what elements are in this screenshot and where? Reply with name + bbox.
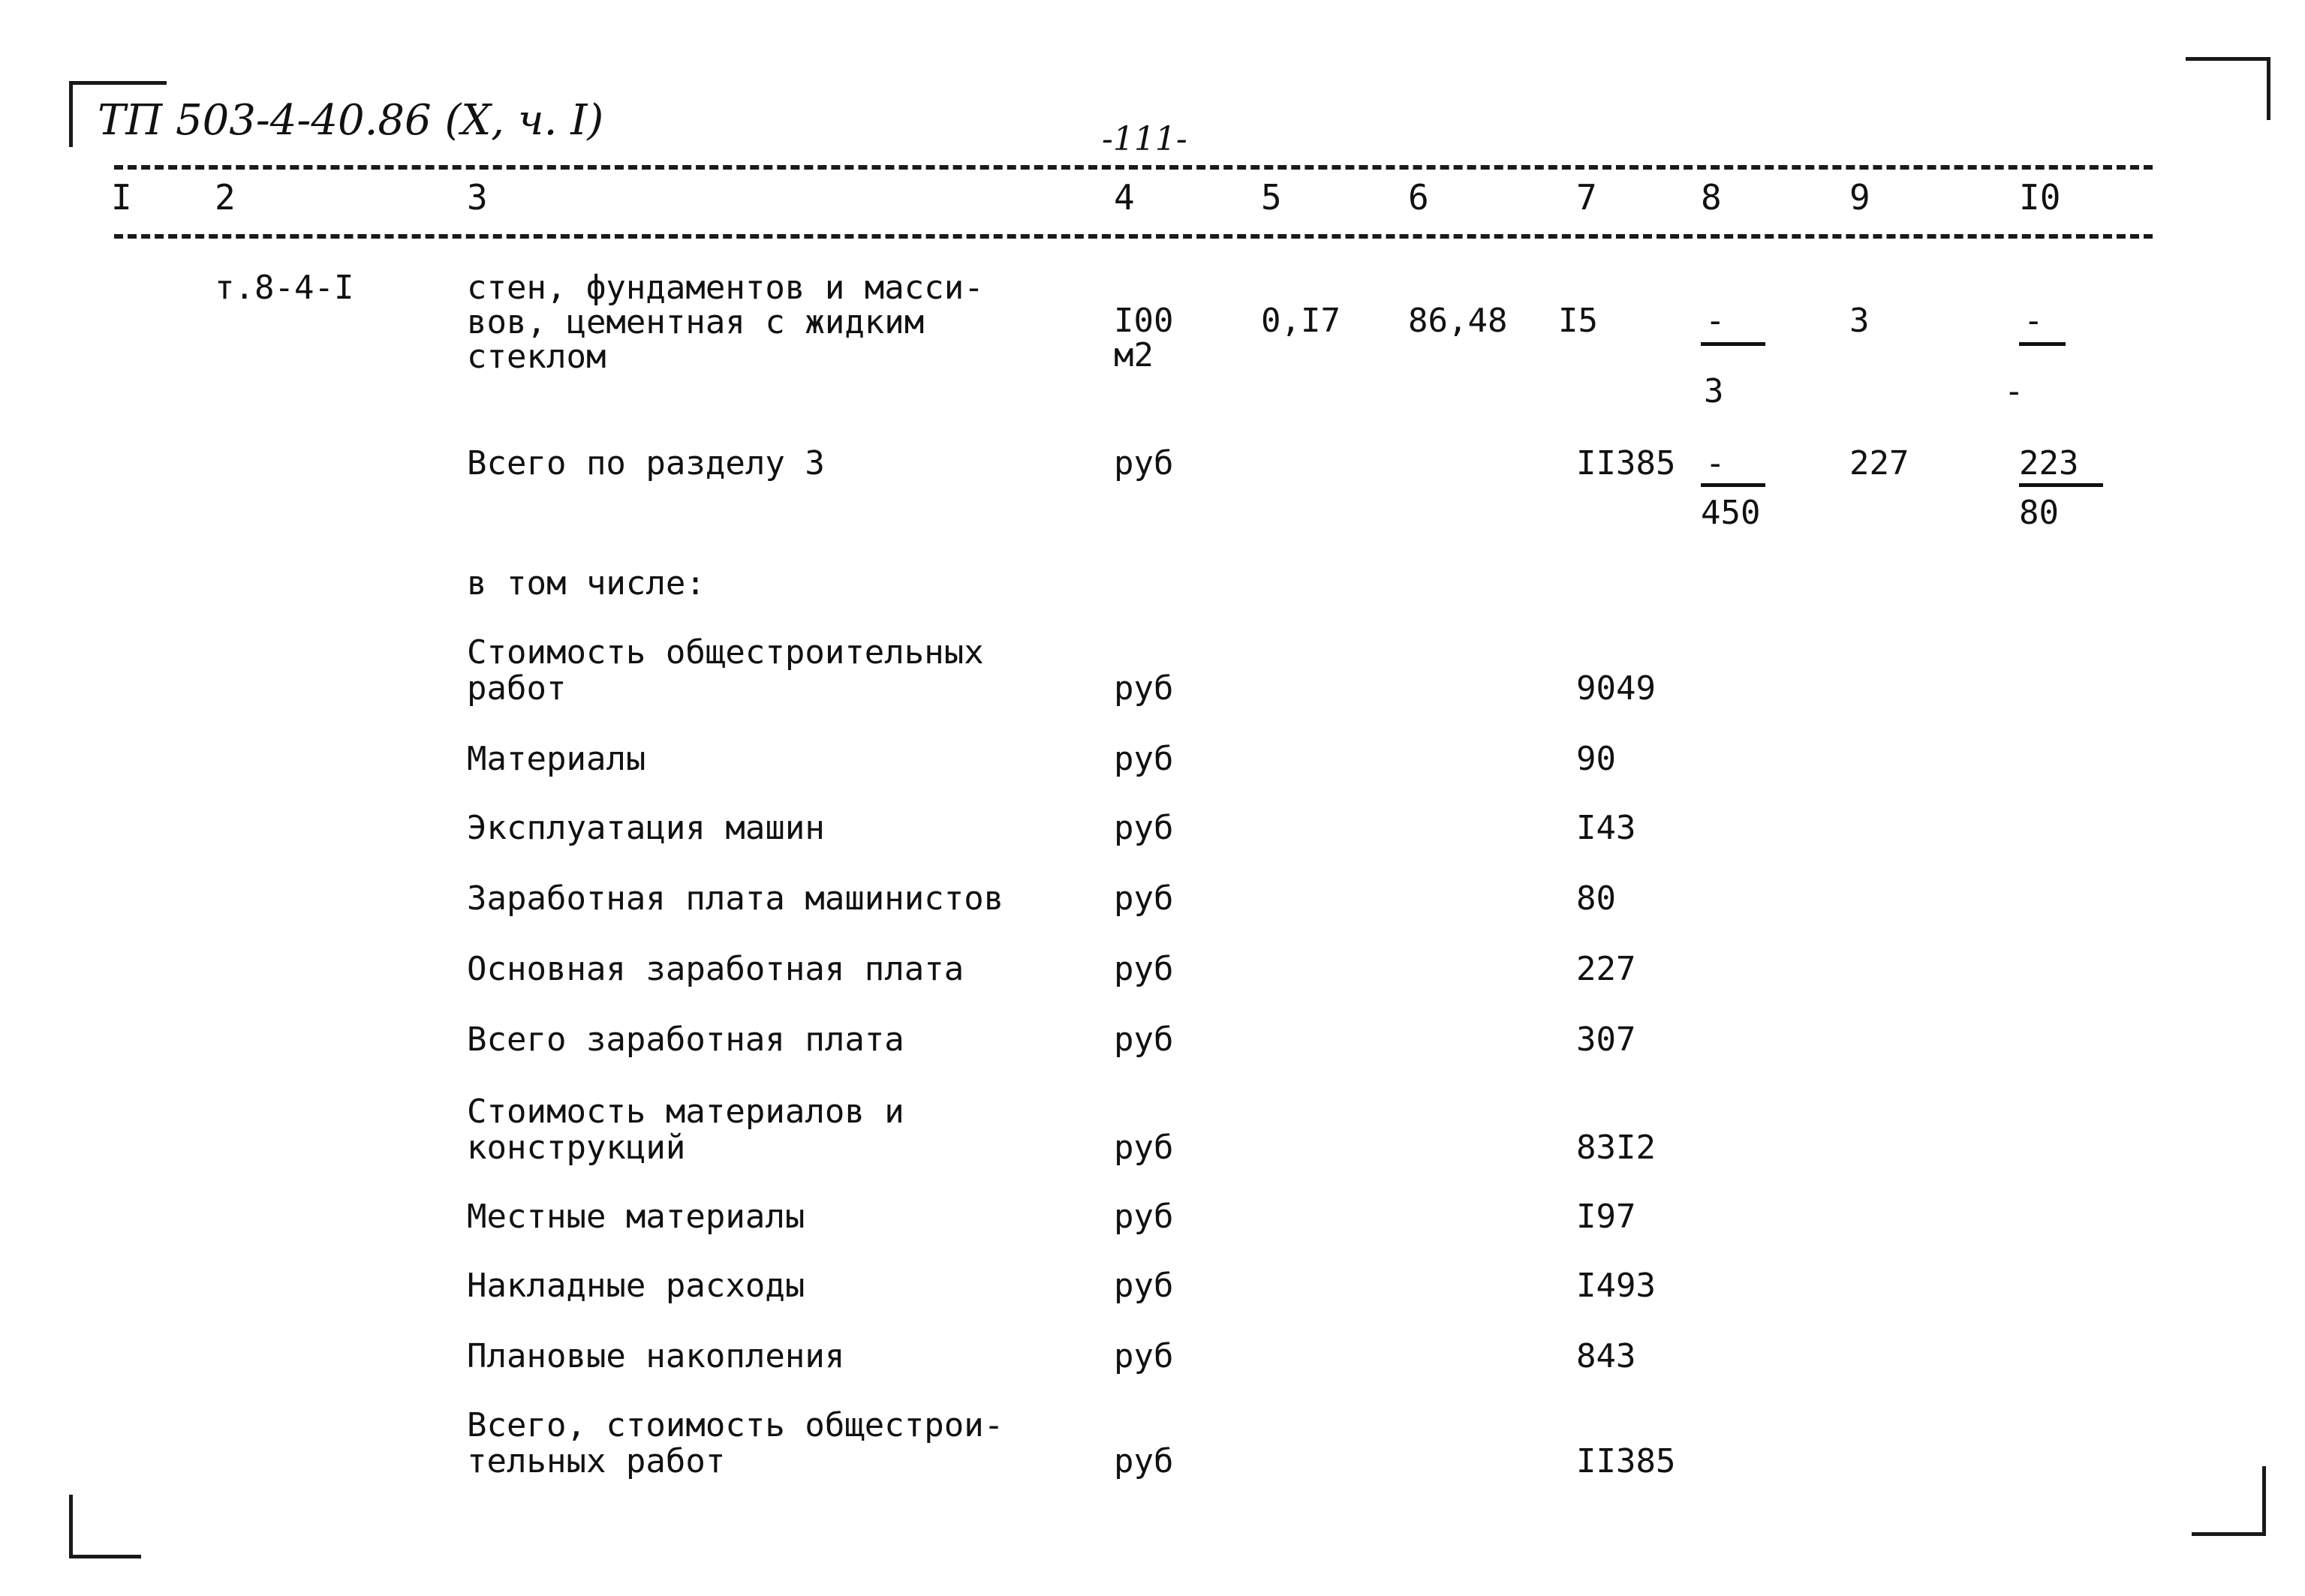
breakdown-label-line-2: работ (467, 669, 567, 708)
col-header-5: 5 (1261, 177, 1282, 218)
breakdown-unit: руб (1114, 1129, 1174, 1167)
breakdown-unit: руб (1114, 740, 1174, 778)
row-col10-bottom: - (2004, 372, 2024, 410)
including-label: в том числе: (467, 564, 706, 603)
corner-mark-bottom-left-h (69, 1555, 141, 1558)
page-number: -111- (1102, 120, 1187, 158)
row-col8-fraction-line (1701, 342, 1765, 346)
section-total-col8-fraction-line (1701, 483, 1765, 487)
breakdown-value: 227 (1576, 950, 1636, 988)
col-header-7: 7 (1576, 177, 1597, 218)
breakdown-value: 80 (1576, 879, 1616, 918)
row-unit-line-2: м2 (1114, 336, 1154, 374)
breakdown-value: 83I2 (1576, 1129, 1656, 1167)
breakdown-label-line-1: Стоимость материалов и (467, 1093, 904, 1131)
header-rule-bottom (114, 234, 2153, 239)
section-total-col8-top: - (1705, 444, 1726, 482)
breakdown-value: 307 (1576, 1020, 1636, 1059)
corner-mark-bottom-right-h (2192, 1532, 2266, 1536)
breakdown-label-line-1: Материалы (467, 740, 646, 778)
row-price: 86,48 (1408, 302, 1508, 340)
col-header-2: 2 (215, 177, 236, 218)
row-quantity: 0,I7 (1261, 302, 1341, 340)
row-col8-top: - (1705, 302, 1726, 340)
breakdown-unit: руб (1114, 1198, 1174, 1236)
breakdown-label-line-1: Местные материалы (467, 1198, 805, 1236)
row-description-line-2: вов, цементная с жидким (467, 303, 925, 341)
row-description-line-1: стен, фундаментов и масси- (467, 269, 984, 307)
col-header-9: 9 (1849, 177, 1870, 218)
corner-mark-top-right-h (2186, 57, 2270, 61)
row-code: т.8-4-I (215, 269, 354, 307)
breakdown-unit: руб (1114, 879, 1174, 918)
section-total-col8-bottom: 450 (1701, 494, 1761, 532)
breakdown-unit: руб (1114, 809, 1174, 847)
breakdown-value: 9049 (1576, 669, 1656, 708)
row-total: I5 (1558, 302, 1598, 340)
section-total-col10-top: 223 (2019, 444, 2079, 482)
breakdown-label-line-1: Эксплуатация машин (467, 809, 825, 847)
row-unit-line-1: I00 (1114, 302, 1174, 340)
breakdown-label-line-1: Плановые накопления (467, 1337, 845, 1375)
breakdown-label-line-1: Всего, стоимость общестрои- (467, 1406, 1004, 1444)
breakdown-unit: руб (1114, 950, 1174, 988)
breakdown-unit: руб (1114, 1442, 1174, 1480)
row-description-line-3: стеклом (467, 338, 606, 376)
section-total-col9: 227 (1849, 444, 1909, 482)
row-col10-fraction-line (2019, 342, 2066, 346)
breakdown-label-line-1: Стоимость общестроительных (467, 633, 984, 672)
section-total-unit: руб (1114, 444, 1174, 482)
col-header-6: 6 (1408, 177, 1429, 218)
breakdown-unit: руб (1114, 669, 1174, 708)
breakdown-label-line-1: Основная заработная плата (467, 950, 964, 988)
breakdown-label-line-1: Всего заработная плата (467, 1020, 904, 1059)
section-total-label: Всего по разделу 3 (467, 444, 825, 482)
breakdown-label-line-2: конструкций (467, 1129, 686, 1167)
col-header-4: 4 (1114, 177, 1135, 218)
corner-mark-top-left-h (69, 81, 167, 85)
breakdown-value: 843 (1576, 1337, 1636, 1375)
doc-code: ТП 503-4-40.86 (Ⅹ, ч. I) (98, 96, 604, 145)
section-total-col10-bottom: 80 (2019, 494, 2059, 532)
col-header-10: I0 (2019, 177, 2061, 218)
breakdown-value: I493 (1576, 1267, 1656, 1305)
breakdown-label-line-1: Накладные расходы (467, 1267, 805, 1305)
row-col10-top: - (2024, 302, 2044, 340)
corner-mark-bottom-right-v (2262, 1466, 2266, 1535)
section-total-value: II385 (1576, 444, 1676, 482)
breakdown-unit: руб (1114, 1020, 1174, 1059)
row-col9: 3 (1849, 302, 1870, 340)
corner-mark-top-right-v (2267, 57, 2270, 120)
breakdown-value: I97 (1576, 1198, 1636, 1236)
breakdown-unit: руб (1114, 1267, 1174, 1305)
corner-mark-top-left-v (69, 81, 73, 147)
breakdown-value: II385 (1576, 1442, 1676, 1480)
header-rule-top (114, 165, 2153, 170)
section-total-col10-fraction-line (2019, 483, 2103, 487)
breakdown-label-line-2: тельных работ (467, 1442, 726, 1480)
breakdown-unit: руб (1114, 1337, 1174, 1375)
breakdown-value: I43 (1576, 809, 1636, 847)
breakdown-value: 90 (1576, 740, 1616, 778)
col-header-1: I (111, 177, 132, 218)
col-header-8: 8 (1701, 177, 1722, 218)
row-col8-bottom: 3 (1704, 372, 1724, 410)
corner-mark-bottom-left-v (69, 1495, 73, 1558)
col-header-3: 3 (467, 177, 488, 218)
breakdown-label-line-1: Заработная плата машинистов (467, 879, 1004, 918)
